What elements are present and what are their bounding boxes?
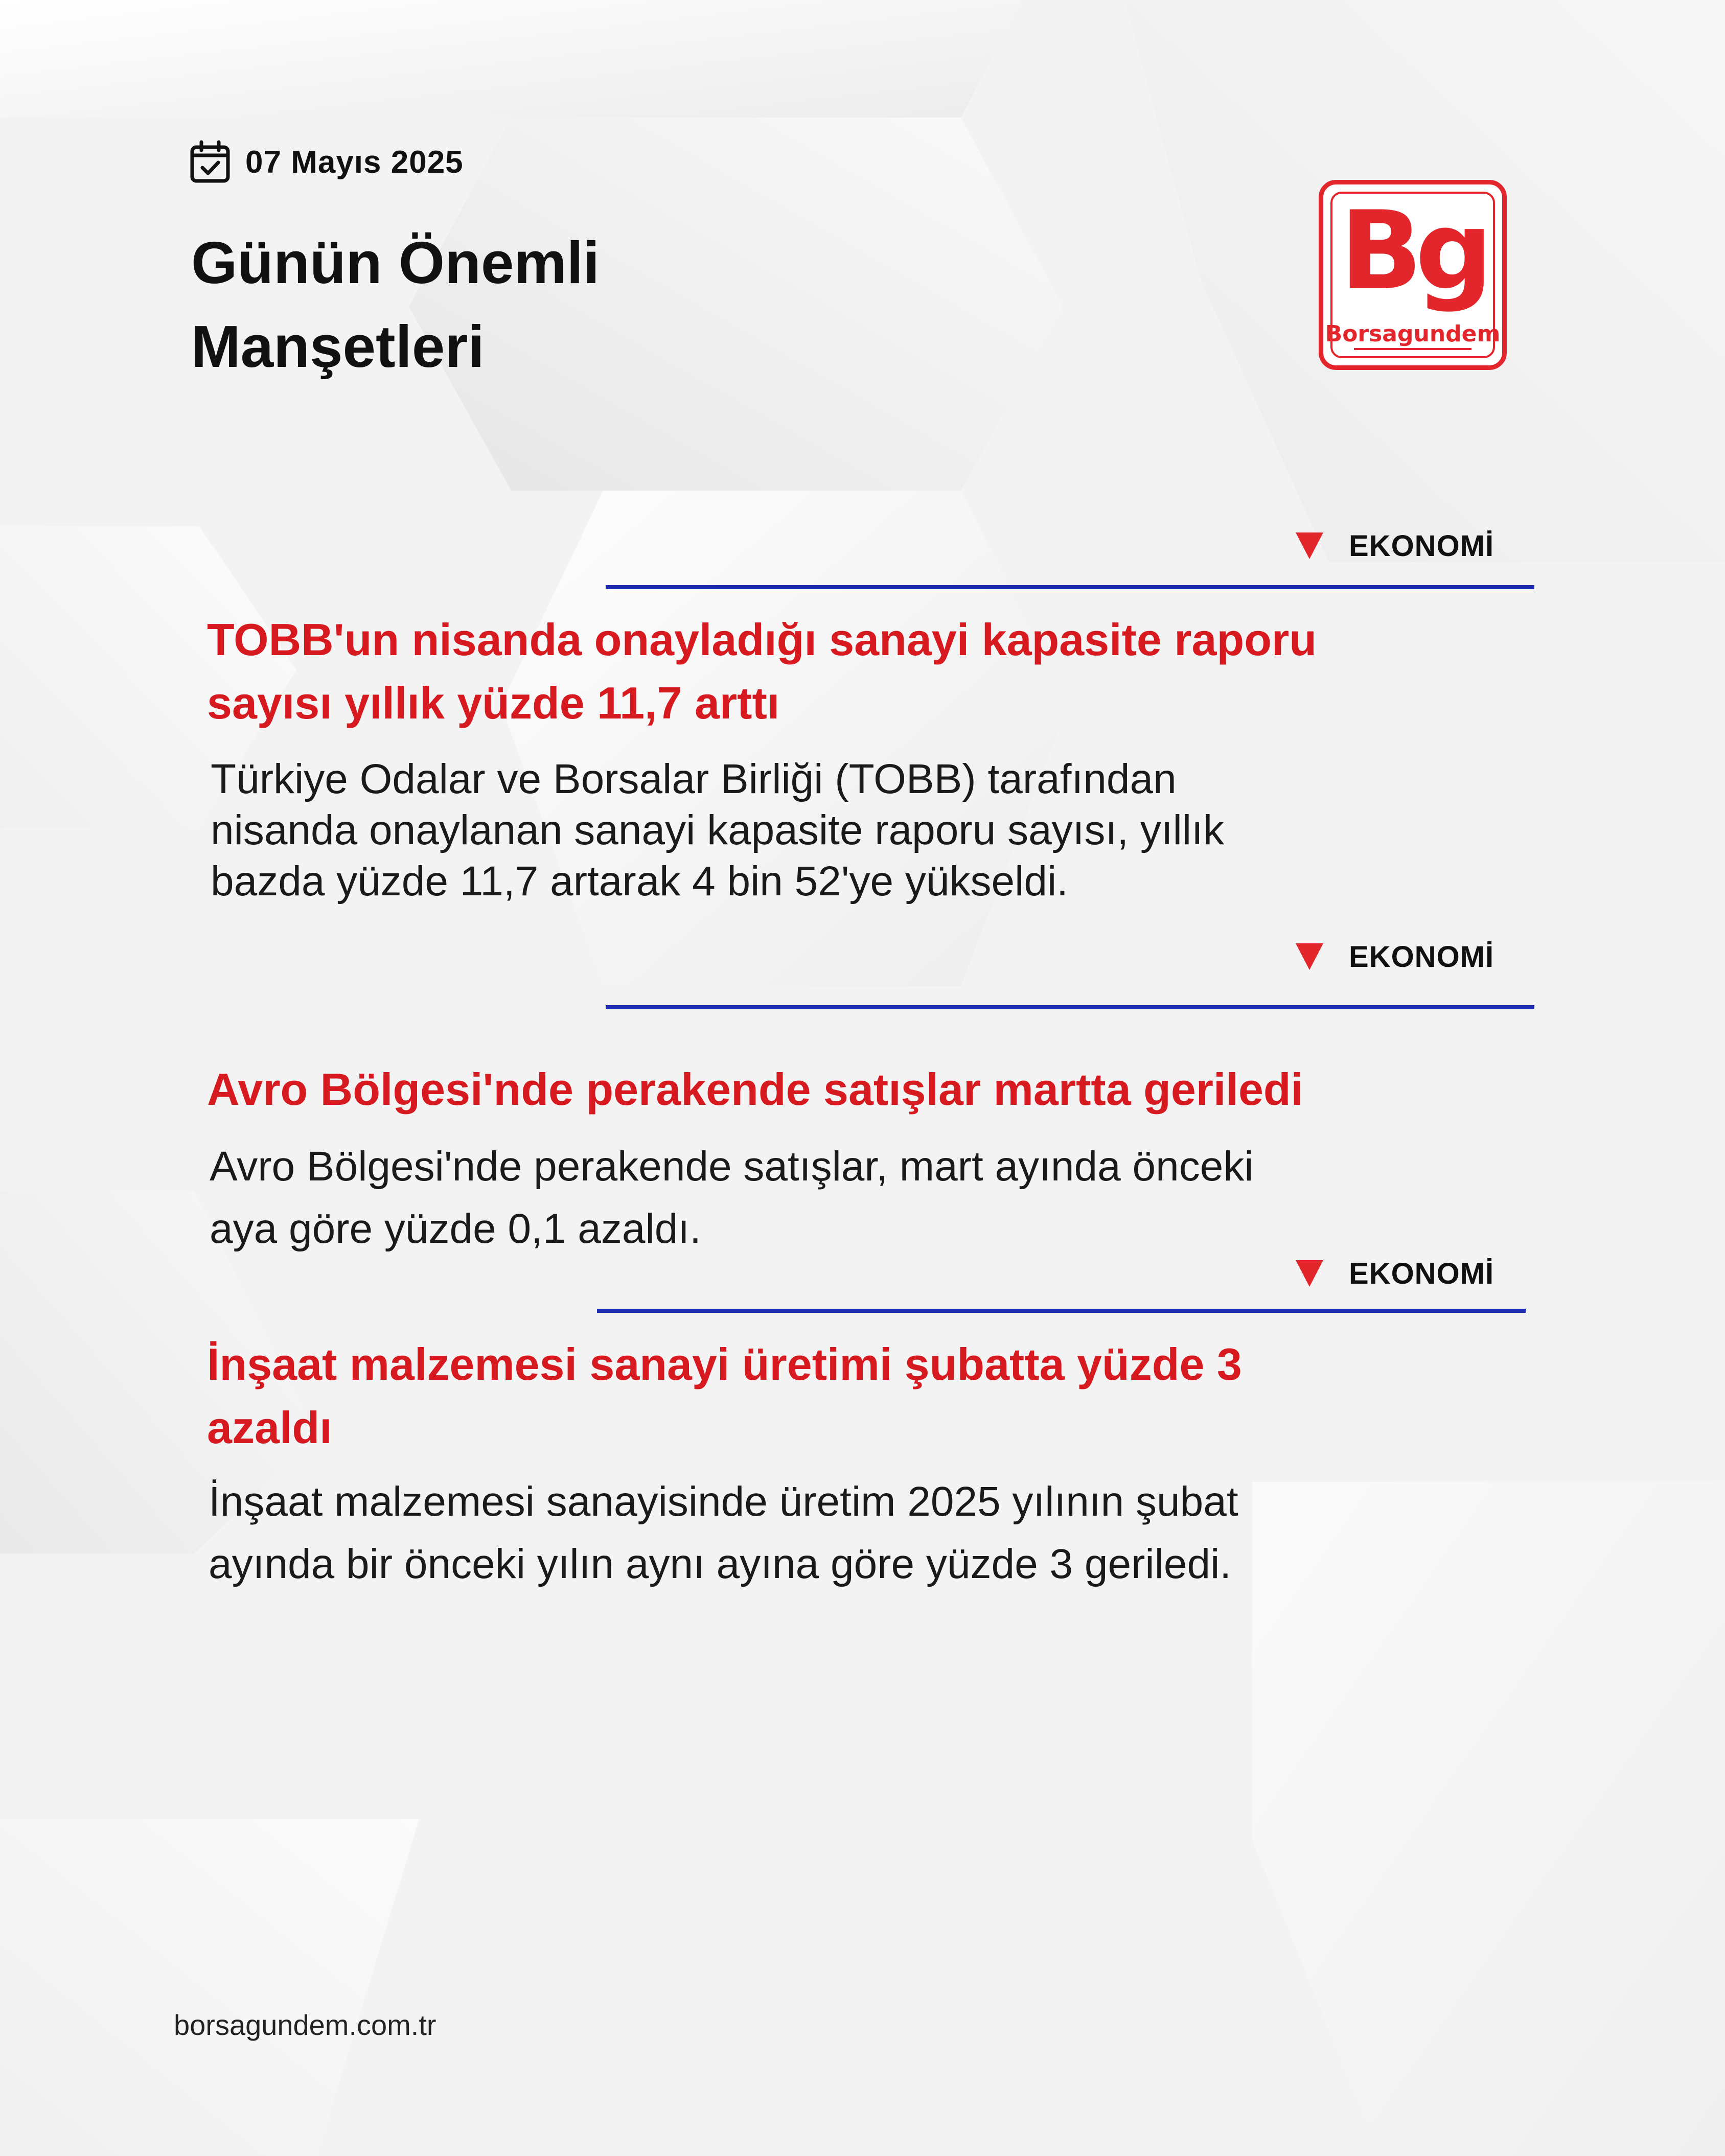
section-divider-2 (606, 1005, 1534, 1009)
headline-3-line-1: İnşaat malzemesi sanayi üretimi şubatta yüzde 3 (207, 1339, 1242, 1389)
category-label-1 (1296, 525, 1494, 566)
category-text: EKONOMİ (1349, 529, 1494, 563)
headline-1-line-2: sayısı yıllık yüzde 11,7 arttı (207, 678, 780, 728)
section-divider-1 (606, 585, 1534, 589)
headline-1-line-1: TOBB'un nisanda onayladığı sanayi kapasite raporu (207, 614, 1317, 665)
logo-underline (1354, 348, 1471, 350)
summary-1-line-2: nisanda onaylanan sanayi kapasite raporu sayısı, yıllık (211, 807, 1224, 853)
date-row (189, 139, 464, 185)
category-label-2 (1296, 936, 1494, 977)
category-text: EKONOMİ (1349, 940, 1494, 973)
date-text: 07 Mayıs 2025 (245, 144, 464, 180)
headline-1 (207, 608, 1561, 735)
summary-2 (210, 1135, 1590, 1260)
calendar-check-icon (189, 140, 231, 184)
category-text: EKONOMİ (1349, 1257, 1494, 1290)
summary-1-line-1: Türkiye Odalar ve Borsalar Birliği (TOBB) tarafından (211, 756, 1177, 802)
logo-wordmark: Borsagundem (1325, 321, 1501, 347)
page-title (191, 221, 804, 388)
headline-3 (207, 1333, 1561, 1459)
borsagundem-logo (1319, 180, 1507, 370)
triangle-down-icon (1296, 1260, 1323, 1287)
summary-3-line-2: ayında bir önceki yılın aynı ayına göre yüzde 3 geriledi. (209, 1541, 1232, 1587)
summary-1 (211, 754, 1565, 907)
section-divider-3 (597, 1309, 1526, 1313)
category-label-3 (1296, 1253, 1494, 1294)
summary-3 (209, 1471, 1614, 1595)
footer-url: borsagundem.com.tr (174, 2009, 436, 2041)
summary-1-line-3: bazda yüzde 11,7 artarak 4 bin 52'ye yükseldi. (211, 858, 1068, 905)
triangle-down-icon (1296, 943, 1323, 970)
page-title-line2: Manşetleri (191, 313, 485, 380)
triangle-down-icon (1296, 532, 1323, 559)
page-title-line1: Günün Önemli (191, 229, 600, 296)
headline-3-line-2: azaldı (207, 1402, 332, 1453)
summary-2-line-1: Avro Bölgesi'nde perakende satışlar, mart ayında önceki (210, 1143, 1254, 1190)
summary-3-line-1: İnşaat malzemesi sanayisinde üretim 2025 yılının şubat (209, 1478, 1238, 1525)
summary-2-line-2: aya göre yüzde 0,1 azaldı. (210, 1205, 701, 1252)
logo-letters: Bg (1340, 188, 1486, 314)
headline-2-line-1: Avro Bölgesi'nde perakende satışlar martta geriledi (207, 1064, 1304, 1115)
headline-2 (207, 1058, 1587, 1121)
